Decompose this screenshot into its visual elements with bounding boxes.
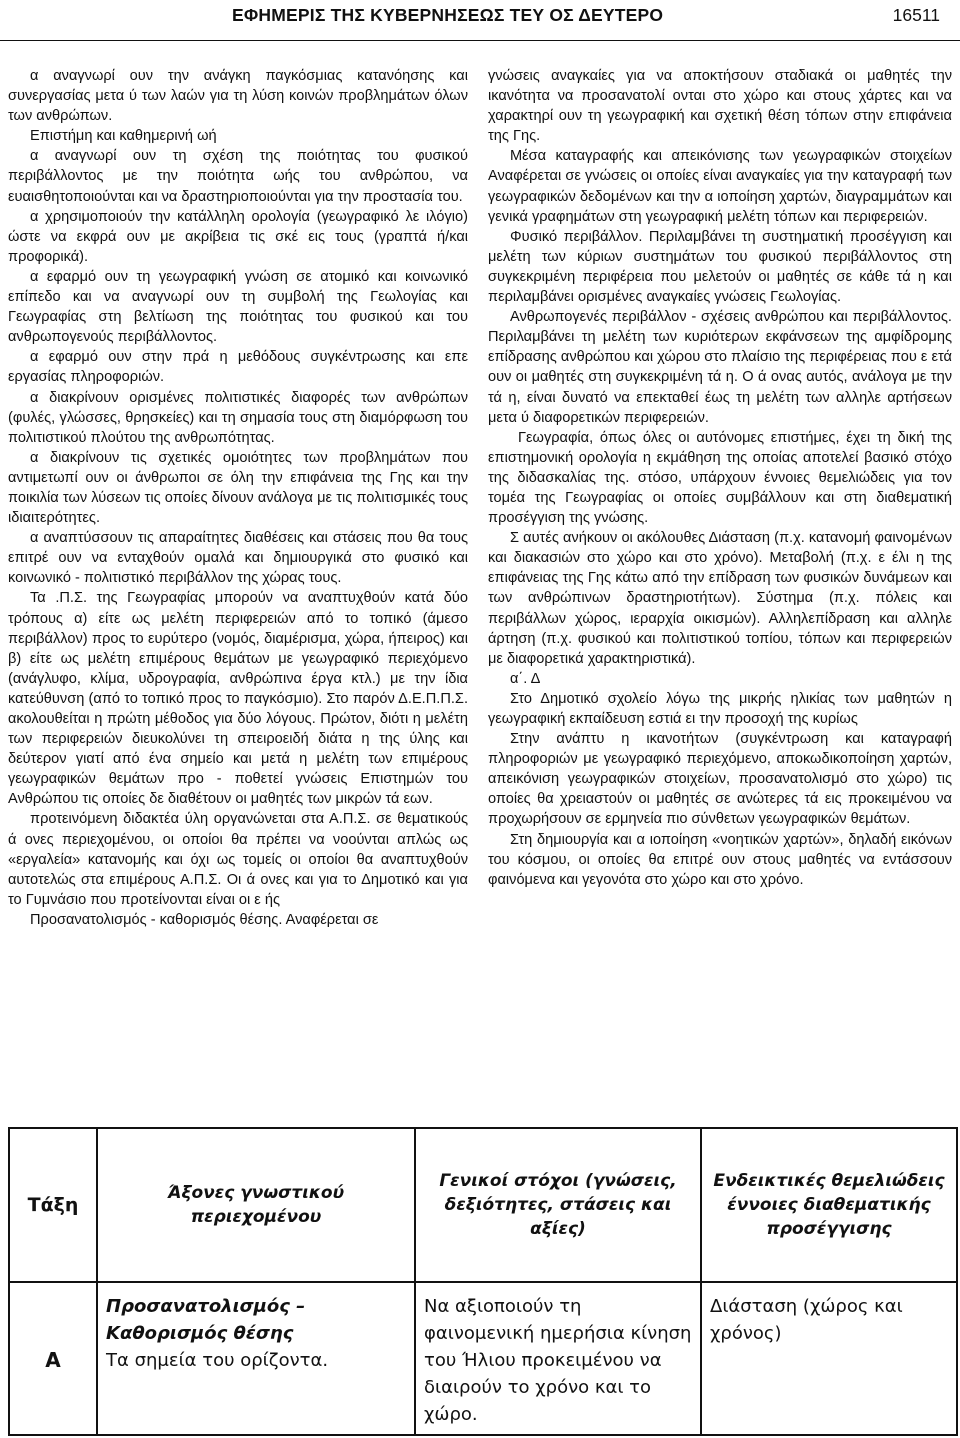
- paragraph: α διακρίνουν τις σχετικές ομοιότητες των προβλημάτων που αντιμετωπί ουν οι άνθρωποι σε όλη την επιφάνεια της Γης και την ποικιλία των λύσεων τις οποίες δίνουν ανάλογα με τις πολιτισμικές τους ιδιαιτερότητες.: [8, 449, 468, 527]
- axis-title: Προσανατολισμός – Καθορισμός θέσης: [106, 1296, 306, 1344]
- paragraph: Γεωγραφία, όπως όλες οι αυτόνομες επιστήμες, έχει τη δική της επιστημονική ορολογία η εκμάθηση της οποίας αποτελεί βασικό στόχο της διδασκαλίας της. στόσο, υπάρχουν έννοιες θεμελιώδεις για τον τομέα της Γεωγραφίας οι οποίες συμβάλλουν και στη διαθεματική προσέγγιση της γνώσης.: [488, 429, 952, 527]
- page-number: 16511: [892, 5, 940, 25]
- paragraph: Ανθρωπογενές περιβάλλον - σχέσεις ανθρώπου και περιβάλλοντος. Περιλαμβάνει τη μελέτη των κυριότερων εκφάνσεων της αμφίδρομης επίδρασης ανθρώπου και χώρου στο πλαίσιο της περιφέρειας που ε ετά ουν οι μαθητές στη συγκεκριμένη τά η. Ο ά ονας αυτός, ανάλογα με την τά η, είναι δυνατό να επεκταθεί έως τη μελέτη των αλληλε αρτήσεων μετα ύ διαφορετικών περιφερειών.: [488, 309, 952, 426]
- cell-concepts: Διάσταση (χώρος και χρόνος): [701, 1282, 957, 1435]
- paragraph: Μέσα καταγραφής και απεικόνισης των γεωγραφικών στοιχείων Αναφέρεται σε γνώσεις οι οποίες είναι αναγκαίες για την καταγραφή των γεωγραφικών δεδομένων και την α ιοποίηση χαρτών, διαγραμμάτων και γενικά γραφημάτων στη γεωγραφική μελέτη τόπων και περιφερειών.: [488, 148, 952, 225]
- paragraph: Σ αυτές ανήκουν οι ακόλουθες Διάσταση (π.χ. κατανομή φαινομένων και διακασιών στο χώρο και στο χρόνο). Μεταβολή (π.χ. ε έλι η της επιφάνειας της Γης κάτω από την επίδραση των φυσικών δυνάμεων και των ανθρώπινων δραστηριοτήτων). Σύστημα (π.χ. πόλεις και περιβάλλων χώρος, ιεραρχία οικισμών). Αλληλεπίδραση και αλληλε άρτηση (π.χ. φυσικού και πολιτιστικού τοπίου, τόπων και περιφερειών με διαφορετικά χαρακτηριστικά).: [488, 530, 952, 667]
- page-header: [0, 0, 960, 41]
- paragraph: Προσανατολισμός - καθορισμός θέσης. Αναφέρεται σε: [30, 911, 379, 928]
- paragraph: γνώσεις αναγκαίες για να αποκτήσουν σταδιακά οι μαθητές την ικανότητα να προσανατολί ονται στο χώρο και στους χάρτες και να χαρακτηρί ουν τη γεωγραφική και σχετική θέση τόπων στην επιφάνεια της Γης.: [488, 68, 952, 145]
- header-axes: Άξονες γνωστικού περιεχομένου: [97, 1128, 415, 1282]
- section-heading: Επιστήμη και καθημερινή ωή: [30, 128, 217, 145]
- paragraph: Στη δημιουργία και α ιοποίηση «νοητικών χαρτών», δηλαδή εικόνων του κόσμου, οι οποίες θα επιτρέ ουν στους μαθητές να εντάσσουν φαινόμενα και γεγονότα στο χώρο και στο χρόνο.: [488, 831, 952, 888]
- paragraph: α διακρίνουν ορισμένες πολιτιστικές διαφορές των ανθρώπων (φυλές, γλώσσες, θρησκείες) και τη σημασία τους στη διαμόρφωση του πολιτιστικού πλούτου της ανθρωπότητας.: [8, 389, 468, 446]
- paragraph: α αναπτύσσουν τις απαραίτητες διαθέσεις και στάσεις που θα τους επιτρέ ουν να ενταχθούν ομαλά και δημιουργικά στο φυσικό και κοινωνικό - πολιτιστικό περιβάλλον της χώρας τους.: [8, 530, 468, 587]
- paragraph: Στην ανάπτυ η ικανοτήτων (συγκέντρωση και καταγραφή πληροφοριών με γεωγραφικό περιεχόμενο, αποκωδικοποίηση χαρτών, απεικόνιση γεωγραφικών στοιχείων, προσανατολισμό στο χώρο) τις οποίες θα χρειαστούν οι μαθητές σε ανώτερες τά εις προκειμένου να προχωρήσουν σε ερμηνεία πιο σύνθετων γεωγραφικών θεμάτων.: [488, 731, 952, 828]
- paragraph: α χρησιμοποιούν την κατάλληλη ορολογία (γεωγραφικό λε ιλόγιο) ώστε να εκφρά ουν με ακρίβεια τις σκέ εις τους (γραπτά ή/και προφορικά).: [8, 208, 468, 265]
- paragraph: α αναγνωρί ουν τη σχέση της ποιότητας του φυσικού περιβάλλοντος με την ποιότητα ωής του ανθρώπου, να ευαισθητοποιούνται και να δραστηριοποιούνται για την προστασία του.: [8, 148, 468, 205]
- cell-goals: Να αξιοποιούν τη φαινομενική ημερήσια κίνηση του Ήλιου προκειμένου να διαιρούν το χρόνο και το χώρο.: [415, 1282, 701, 1435]
- header-concepts: Ενδεικτικές θεμελιώδεις έννοιες διαθεματικής προσέγγισης: [701, 1128, 957, 1282]
- syllabus-table: [8, 1127, 958, 1436]
- axis-subtitle: Τα σημεία του ορίζοντα.: [106, 1350, 329, 1371]
- right-column: [488, 66, 952, 890]
- left-column: [8, 66, 468, 930]
- paragraph: Τα .Π.Σ. της Γεωγραφίας μπορούν να αναπτυχθούν κατά δύο τρόπους α) είτε ως μελέτη περιφερειών από το τοπικό (άμεσο περιβάλλον) προς το ευρύτερο (νομός, διαμέρισμα, χώρα, ήπειρος) και β) είτε ως μελέτη επιμέρους θεμάτων με γεωγραφικό περιεχόμενο (ανάγλυφο, κλίμα, υδρογραφία, ανθρώπινα έργα κτλ.) με την ίδια κατεύθυνση (από το τοπικό προς το παγκόσμιο). Στο παρόν Δ.Ε.Π.Π.Σ. ακολουθείται η πρώτη μέθοδος για δύο λόγους. Πρώτον, διότι η μελέτη των περιφερειών διευκολύνει τη σπειροειδή διάτα η της ύλης και δεύτερον γιατί από ένα σημείο και μετά η μελέτη των επιμέρους γεωγραφικών θεμάτων προ - ποθετεί γνώσεις Επιστημών του Ανθρώπου τις οποίες δε διαθέτουν οι μαθητές των μικρών τά εων.: [8, 590, 468, 808]
- header-goals: Γενικοί στόχοι (γνώσεις, δεξιότητες, στάσεις και αξίες): [415, 1128, 701, 1282]
- table-header-row: [9, 1128, 957, 1282]
- paragraph: προτεινόμενη διδακτέα ύλη οργανώνεται στα Α.Π.Σ. σε θεματικούς ά ονες περιεχομένου, οι οποίοι θα πρέπει να νοούνται απλώς ως «εργαλεία» κατανομής και όχι ως τομείς οι οποίοι θα αναπτυχθούν αυτοτελώς στα επιμέρους Α.Π.Σ. Οι ά ονες και για το Δημοτικό και για το Γυμνάσιο που προτείνονται είναι οι ε ής: [8, 811, 468, 908]
- table-row: [9, 1282, 957, 1435]
- paragraph: α εφαρμό ουν στην πρά η μεθόδους συγκέντρωσης και επε εργασίας πληροφοριών.: [8, 349, 468, 386]
- cell-class: Α: [9, 1282, 97, 1435]
- section-heading: α΄. Δ: [510, 670, 541, 687]
- header-class: Τάξη: [9, 1128, 97, 1282]
- cell-axes: [97, 1282, 415, 1435]
- paragraph: Στο Δημοτικό σχολείο λόγω της μικρής ηλικίας των μαθητών η γεωγραφική εκπαίδευση εστιά ει την προσοχή της κυρίως: [488, 690, 952, 727]
- paragraph: α εφαρμό ουν τη γεωγραφική γνώση σε ατομικό και κοινωνικό επίπεδο και να αναγνωρί ουν τη συμβολή της Γεωλογίας και Γεωγραφίας στη βελτίωση της ποιότητας του φυσικού και του ανθρωπογενούς περιβάλλοντος.: [8, 268, 468, 346]
- paragraph: Φυσικό περιβάλλον. Περιλαμβάνει τη συστηματική προσέγγιση και μελέτη των κύριων συστημάτων του φυσικού περιβάλλοντος στη συγκεκριμένη περιφέρεια που μελετούν οι μαθητές σε κάθε τά η και περιλαμβάνει ορισμένες αναγκαίες γνώσεις Γεωλογίας.: [488, 228, 952, 306]
- paragraph: α αναγνωρί ουν την ανάγκη παγκόσμιας κατανόησης και συνεργασίας μετα ύ των λαών για τη λύση κοινών προβλημάτων όλων των ανθρώπων.: [8, 68, 468, 125]
- gazette-title: ΕΦΗΜΕΡΙΣ ΤΗΣ ΚΥΒΕΡΝΗΣΕΩΣ ΤΕΥ ΟΣ ΔΕΥΤΕΡΟ: [232, 5, 664, 25]
